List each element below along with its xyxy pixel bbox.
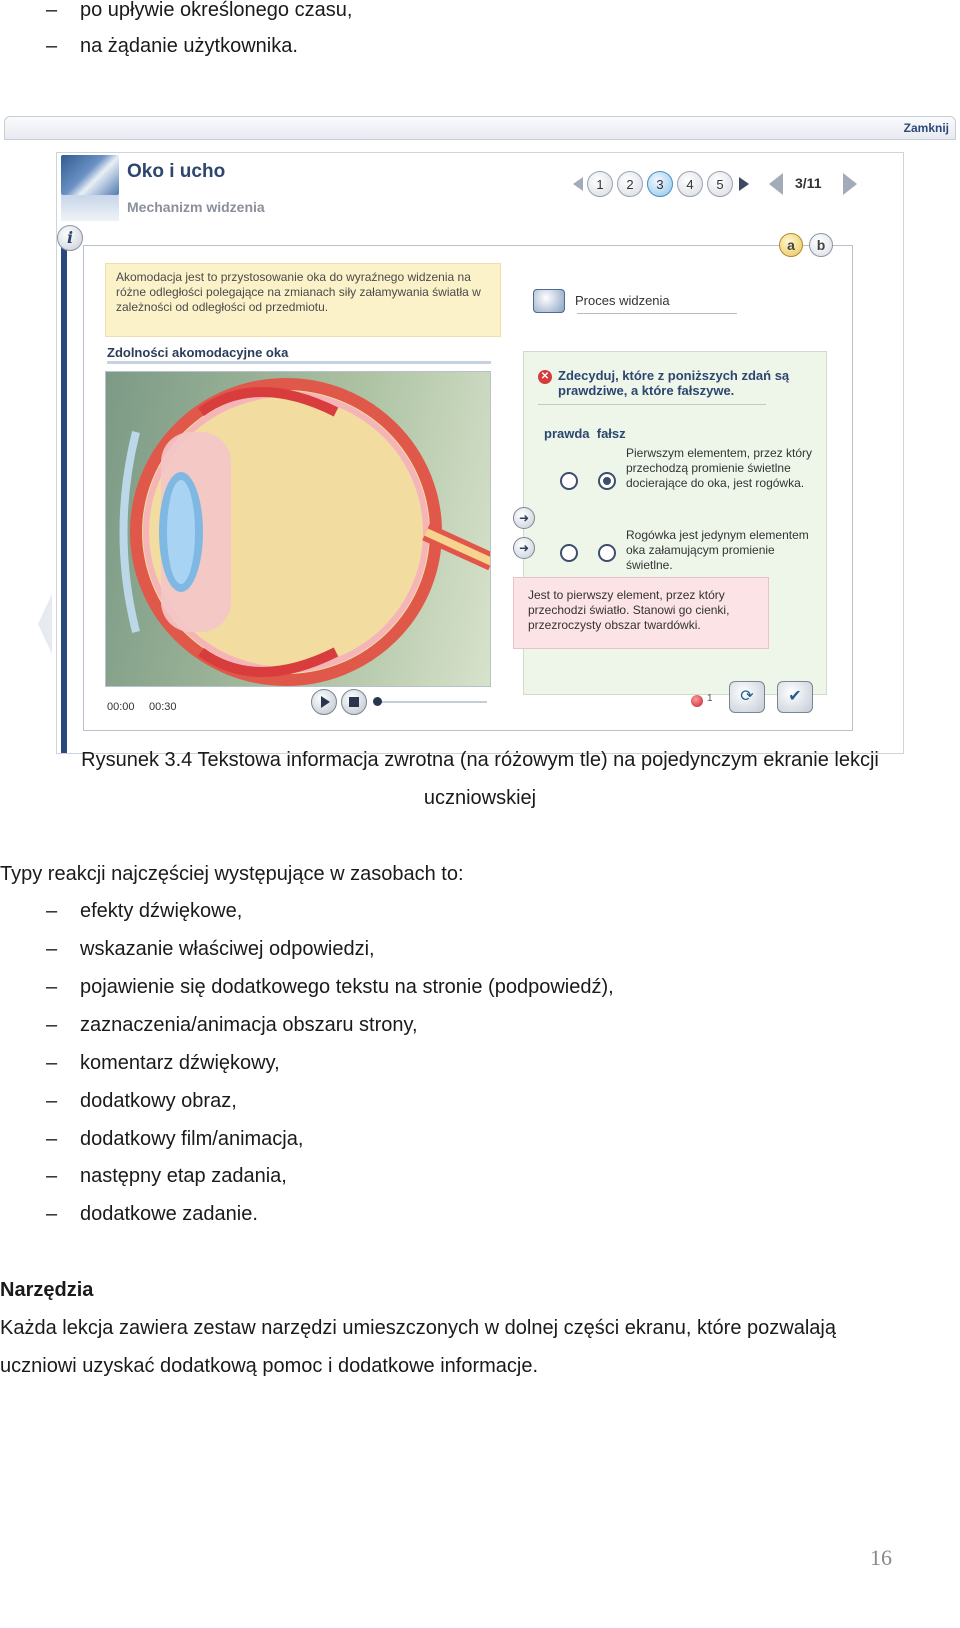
check-button[interactable] (777, 681, 813, 713)
tools-paragraph-line-2: uczniowi uzyskać dodatkową pomoc i dodatkowe informacje. (0, 1355, 539, 1377)
figure-caption-line-1: Rysunek 3.4 Tekstowa informacja zwrotna (na różowym tle) na pojedynczym ekranie lekcji (81, 749, 879, 771)
bullet-dash: – (46, 1128, 58, 1150)
statement-1-true-radio[interactable] (560, 472, 578, 490)
list-item-text: dodatkowe zadanie. (80, 1203, 258, 1225)
error-indicator-icon (691, 695, 703, 707)
error-counter: 1 (707, 693, 713, 704)
lesson-subtitle: Mechanizm widzenia (127, 199, 265, 215)
eye-process-icon[interactable] (533, 289, 565, 313)
bullet-dash: – (46, 35, 58, 57)
lesson-logo-image (61, 155, 119, 195)
answer-b-button[interactable]: b (809, 233, 833, 257)
tools-heading: Narzędzia (0, 1279, 94, 1301)
bullet-dash: – (46, 938, 58, 960)
nav-page-1[interactable]: 1 (587, 171, 613, 197)
types-heading: Typy reakcji najczęściej występujące w zasobach to: (0, 863, 464, 885)
statement-1-text: Pierwszym elementem, przez który przechodzą promienie świetlne docierające do oka, jest rogówka. (626, 446, 813, 490)
left-accent-bar (61, 239, 67, 753)
time-current: 00:00 (107, 701, 135, 713)
divider (538, 404, 766, 405)
nav-page-3[interactable]: 3 (647, 171, 673, 197)
proces-widzenia-link[interactable]: Proces widzenia (575, 293, 670, 308)
refresh-icon: ⟳ (740, 688, 754, 705)
list-item-text: zaznaczenia/animacja obszaru strony, (80, 1014, 418, 1036)
statement-1-arrow-icon[interactable]: ➜ (513, 507, 535, 529)
feedback-box: Jest to pierwszy element, przez który przechodzi światło. Stanowi go cienki, przezroczysty obszar twardówki. (513, 577, 769, 649)
section-title-bar (107, 361, 491, 364)
figure-caption-line-2: uczniowskiej (423, 787, 537, 809)
bullet-dash: – (46, 1052, 58, 1074)
list-item-text: na żądanie użytkownika. (80, 35, 298, 57)
stop-icon (349, 697, 359, 707)
eye-illustration (106, 372, 491, 687)
list-item-text: następny etap zadania, (80, 1165, 287, 1187)
lesson-logo-strip (61, 195, 119, 221)
divider (577, 313, 737, 314)
play-icon (321, 696, 330, 708)
quiz-title: Zdecyduj, które z poniższych zdań są prawdziwe, a które fałszywe. (558, 368, 790, 398)
page-counter: 3/11 (795, 175, 822, 191)
list-item-text: komentarz dźwiękowy, (80, 1052, 280, 1074)
eye-diagram-image (105, 371, 491, 687)
lesson-window (56, 152, 904, 754)
statement-2-arrow-icon[interactable]: ➜ (513, 537, 535, 559)
play-button[interactable] (311, 689, 337, 715)
list-item-text: po upływie określonego czasu, (80, 0, 353, 21)
bullet-dash: – (46, 1014, 58, 1036)
incorrect-icon: ✕ (538, 370, 552, 384)
prev-page-icon[interactable] (769, 173, 783, 195)
list-item-text: efekty dźwiękowe, (80, 900, 243, 922)
nav-next-icon[interactable] (739, 177, 749, 191)
next-page-icon[interactable] (843, 173, 857, 195)
bullet-dash: – (46, 0, 58, 21)
media-progress-handle[interactable] (373, 697, 382, 706)
quiz-column-headers: prawda fałsz (544, 426, 626, 441)
nav-prev-icon[interactable] (573, 177, 583, 191)
stop-button[interactable] (341, 689, 367, 715)
list-item-text: dodatkowy film/animacja, (80, 1128, 304, 1150)
statement-2-false-radio[interactable] (598, 544, 616, 562)
info-icon[interactable]: i (57, 225, 83, 251)
page-number: 16 (870, 1545, 892, 1570)
nav-page-2[interactable]: 2 (617, 171, 643, 197)
retry-button[interactable] (729, 681, 765, 713)
answer-a-button[interactable]: a (779, 233, 803, 257)
statement-2-true-radio[interactable] (560, 544, 578, 562)
bullet-dash: – (46, 1203, 58, 1225)
lesson-screenshot (4, 116, 956, 760)
nav-page-4[interactable]: 4 (677, 171, 703, 197)
list-item-text: wskazanie właściwej odpowiedzi, (80, 938, 375, 960)
window-title-bar (4, 116, 956, 140)
tools-paragraph-line-1: Każda lekcja zawiera zestaw narzędzi umieszczonych w dolnej części ekranu, które pozwalają (0, 1317, 836, 1339)
list-item-text: pojawienie się dodatkowego tekstu na stronie (podpowiedź), (80, 976, 614, 998)
time-total: 00:30 (149, 701, 177, 713)
checkmark-icon: ✔ (788, 688, 802, 705)
nav-page-5[interactable]: 5 (707, 171, 733, 197)
statement-1-false-radio[interactable] (598, 472, 616, 490)
lesson-title: Oko i ucho (127, 161, 226, 182)
list-item-text: dodatkowy obraz, (80, 1090, 237, 1112)
bullet-dash: – (46, 900, 58, 922)
bullet-dash: – (46, 1165, 58, 1187)
close-button[interactable]: Zamknij (903, 121, 949, 135)
bullet-dash: – (46, 976, 58, 998)
media-progress-track[interactable] (377, 701, 487, 703)
bullet-dash: – (46, 1090, 58, 1112)
definition-box: Akomodacja jest to przystosowanie oka do wyraźnego widzenia na różne odległości polegające na zmianach siły załamywania światła w zależności od odległości od przedmiotu. (105, 263, 501, 337)
section-title: Zdolności akomodacyjne oka (107, 345, 289, 360)
prev-screen-arrow-icon[interactable] (38, 594, 52, 654)
statement-2-text: Rogówka jest jedynym elementem oka załamującym promienie świetlne. (626, 528, 809, 572)
